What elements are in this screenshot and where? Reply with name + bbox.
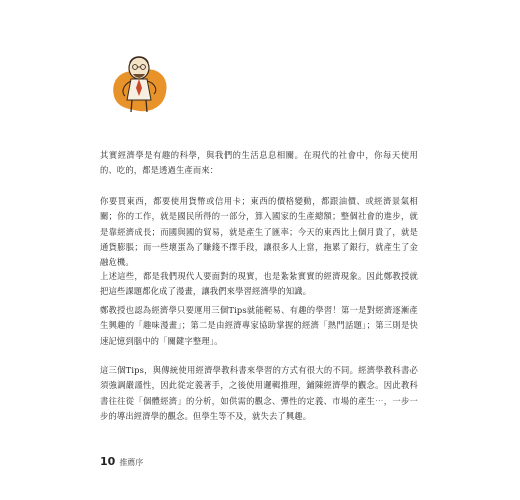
economist-caricature-icon bbox=[108, 52, 174, 118]
paragraph-comparison: 這三個Tips，與傳統使用經濟學教科書來學習的方式有很大的不同。經濟學教科書必須強調嚴謹性，因此從定義著手，之後使用邏輯推理，鋪陳經濟學的觀念。因此教科書往往從「個體經濟」的分析，如供需的觀念、彈性的定義、市場的產生⋯，一步一步的導出經濟學的觀念。但學生等不及，就失去了興趣。 bbox=[100, 365, 418, 421]
page-footer bbox=[100, 455, 143, 468]
section-title: 推薦序 bbox=[119, 458, 144, 467]
paragraph-summary: 上述這些，都是我們現代人要面對的現實，也是紮紮實實的經濟現象。因此鄭教授就把這些課題都化成了漫畫，讓我們來學習經濟學的知識。 bbox=[100, 271, 418, 297]
paragraph-tips: 鄭教授也認為經濟學只要運用三個Tips就能輕易、有趣的學習！第一是對經濟逐漸產生興趣的「趣味漫畫」；第二是由經濟專家協助掌握的經濟「熱門話題」；第三則是快速記憶到腦中的「關鍵字整理」。 bbox=[100, 305, 418, 346]
paragraph-intro: 其實經濟學是有趣的科學，與我們的生活息息相關。在現代的社會中，你每天使用的、吃的，都是透過生產而來： bbox=[100, 150, 418, 176]
page-number: 10 bbox=[100, 455, 116, 468]
paragraph-examples: 你要買東西，都要使用貨幣或信用卡；東西的價格變動，都跟油價、或經濟景氣相關；你的工作，就是國民所得的一部分，算入國家的生產總額；整個社會的進步，就是靠經濟成長；而國與國的貿易，就是產生了匯率；今天的東西比上個月貴了，就是通貨膨脹；而一些壞蛋為了賺錢不擇手段，讓很多人上當，拖累了銀行，就產生了金融危機。 bbox=[100, 196, 418, 268]
